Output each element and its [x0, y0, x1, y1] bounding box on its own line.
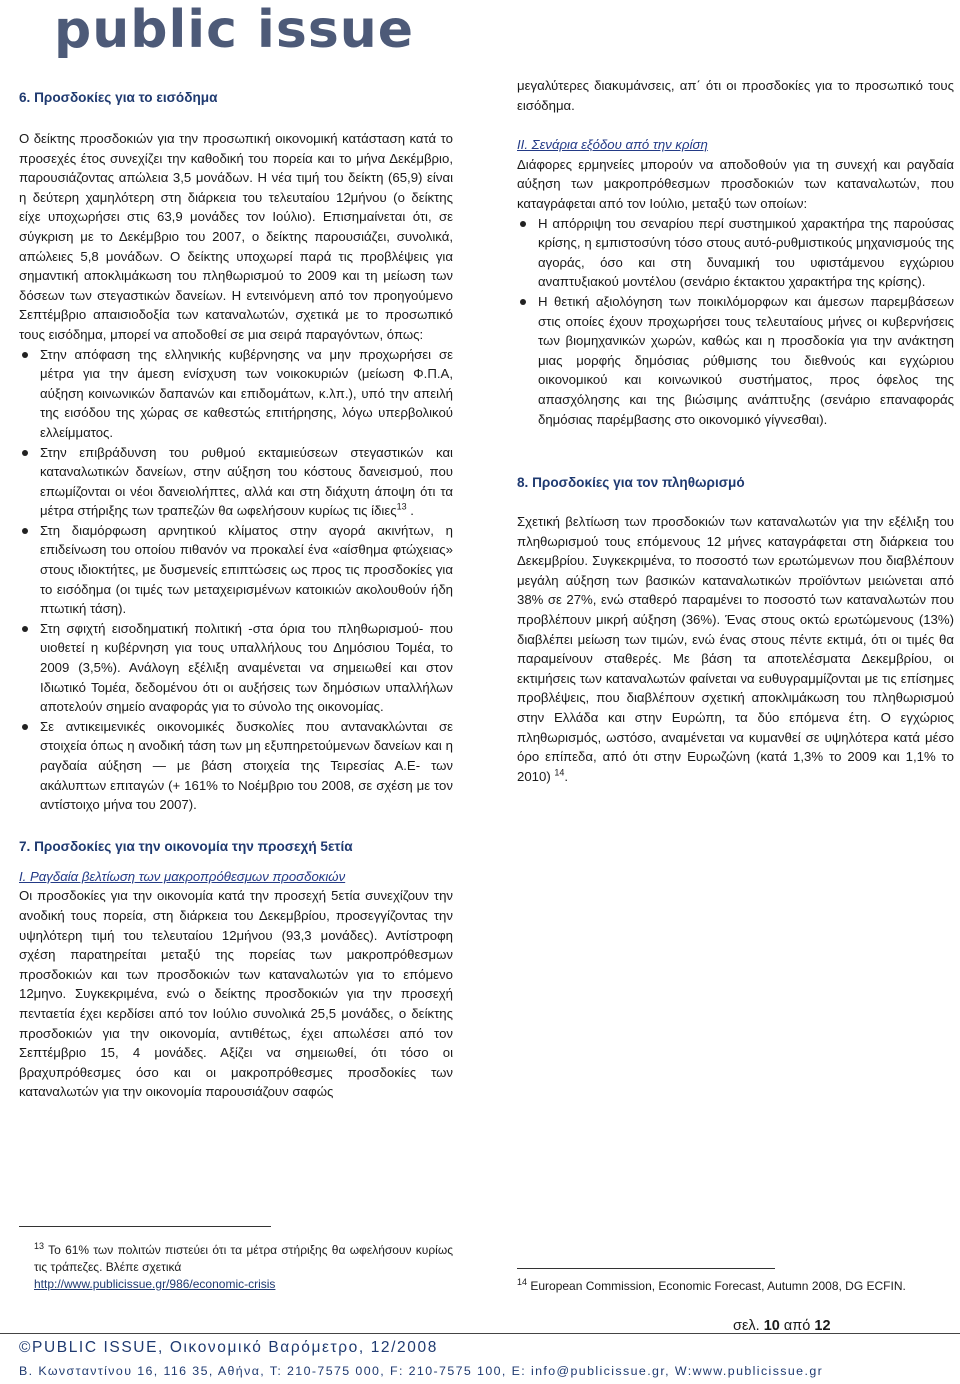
footnote-13: $^{13}$ Το 61% των πολιτών πιστεύει ότι τα μέτρα στήριξης θα ωφελήσουν κυρίως τις τράπεζες. Βλέπε σχετικά http://www.publicissue.gr/986/economic-crisis [34, 1241, 453, 1291]
logo: public issue [54, 0, 415, 60]
list-item: Στη διαμόρφωση αρνητικού κλίματος στην αγορά ακινήτων, η επιδείνωση του οποίου πιθανόν να προκαλεί ένα «αίσθημα φτώχειας» στους ιδιοκτήτες, με δυσμενείς επιπτώσεις ως προς τις προσδοκίες για το εισόδημα (οι τιμές των μεταχειρισμένων κατοικιών ακολουθούν ήδη πτωτική τάση). [19, 521, 453, 619]
footnote-14-number: 14 [517, 1277, 528, 1287]
list-item: Στη σφιχτή εισοδηματική πολιτική -στα όρια του πληθωρισμού- που υιοθετεί η κυβέρνηση για τους υπαλλήλους του Δημόσιου Τομέα, το 2009 (3,5%). Ανάλογη εξέλιξη αναμένεται να σημειωθεί και στον Ιδιωτικό Τομέα, δεδομένου ότι οι αυξήσεις των δημόσιων υπαλλήλων αποτελούν σημείο αναφοράς για το σύνολο της οικονομίας. [19, 619, 453, 717]
right-column [517, 76, 954, 786]
list-item: Η απόρριψη του σεναρίου περί συστημικού χαρακτήρα της παρούσας κρίσης, η εμπιστοσύνη τόσο στους αυτό-ρυθμιστικούς μηχανισμούς της αγοράς, όσο και στη δυναμική του υφιστάμενου εγχώριου αναπτυξιακού μοντέλου (σενάριο έκτακτου χαρακτήρα της κρίσης). [517, 214, 954, 292]
list-item: Σε αντικειμενικές οικονομικές δυσκολίες που αντανακλώνται σε στοιχεία όπως η ανοδική τάση των μη εξυπηρετούμενων δανείων και η ραγδαία αύξηση — με βάση στοιχεία της Τειρεσίας Α.Ε- των ακάλυπτων επιταγών (+ 161% το Νοέμβριο του 2008, σε σχέση με τον αντίστοιχο μήνα του 2007). [19, 717, 453, 815]
section-8-paragraph: Σχετική βελτίωση των προσδοκιών των καταναλωτών για την εξέλιξη του πληθωρισμού τους επόμενους 12 μήνες καταγράφεται στη διάρκεια του Δεκεμβρίου. Συγκεκριμένα, το ποσοστό των ερωτώμενων που διαβλέπουν μεγάλη αύξηση των βασικών καταναλωτικών προϊόντων μειώνεται από 38% σε 27%, ενώ σταθερό παραμένει το ποσοστό των καταναλωτών που προβλέπουν μικρή αύξηση (36%). Ένας στους οκτώ ερωτώμενους (13%) διαβλέπει μείωση των τιμών, ενώ ένας στους πέντε εκτιμά, ότι οι τιμές θα παραμείνουν σταθερές. Με βάση τα αποτελέσματα Δεκεμβρίου, οι εκτιμήσεις των καταναλωτών φαίνεται να ευθυγραμμίζονται με τις επίσημες προβλέψεις, που διαβλέπουν σχετική αποκλιμάκωση του πληθωρισμού στην Ελλάδα και στην Ευρώπη, τα δύο επόμενα έτη. Ο εγχώριος πληθωρισμός, ωστόσο, αναμένεται να κυμανθεί σε υψηλότερα κατά μέσο όρο επίπεδα, από ότι στην Ευρωζώνη (κατά 1,3% το 2009 και 1,1% το 2010) $^{14}$. [517, 514, 954, 784]
left-column [19, 88, 453, 1102]
section-7-bullet-list [517, 214, 954, 430]
footnote-divider-left [19, 1226, 271, 1227]
section-7-paragraph-1-continued: μεγαλύτερες διακυμάνσεις, απ΄ ότι οι προσδοκίες για το προσωπικό τους εισόδημα. [517, 78, 954, 113]
footer-divider [0, 1333, 960, 1334]
list-item: Στην απόφαση της ελληνικής κυβέρνησης να μην προχωρήσει σε μέτρα για την άμεση ενίσχυση των νοικοκυριών (μείωση Φ.Π.Α, αύξηση κοινωνικών δαπανών και επιδομάτων, κ.λπ.), υπό την απειλή της εισόδου της χώρας σε καθεστώς επιτήρησης, λόγω υπερβολικού ελλείμματος. [19, 345, 453, 443]
list-item: Στην επιβράδυνση του ρυθμού εκταμιεύσεων στεγαστικών και καταναλωτικών δανείων, στην αύξηση του κόστους δανεισμού, που επωμίζονται οι νέοι δανειολήπτες, αλλά και στη διάχυτη άποψη ότι τα μέτρα στήριξης των τραπεζών θα ωφελήσουν κυρίως τις ίδιες$^{13}$ . [19, 443, 453, 521]
section-7-subheading-1: I. Ραγδαία βελτίωση των μακροπρόθεσμων προσδοκιών [19, 868, 346, 884]
section-7-paragraph-2: Διάφορες ερμηνείες μπορούν να αποδοθούν για τη συνεχή και ραγδαία αύξηση των μακροπρόθεσμων προσδοκιών των καταναλωτών, που καταγράφεται από τον Ιούλιο, μεταξύ των οποίων: [517, 156, 954, 211]
footnote-13-number: 13 [34, 1241, 45, 1251]
section-6-paragraph: Ο δείκτης προσδοκιών για την προσωπική οικονομική κατάσταση κατά το προσεχές έτος συνεχίζει την καθοδική του πορεία και το μήνα Δεκέμβριο, παρουσιάζοντας απώλεια 3,5 μονάδων. Η νέα τιμή του δείκτη (65,9) είναι η δεύτερη χαμηλότερη στη διάρκεια του τελευταίου 12μήνου (ο δείκτης είχε υποχωρήσει στις 63,9 μονάδες τον Ιούλιο). Επισημαίνεται ότι, σε σύγκριση με το Δεκέμβριο του 2007, ο δείκτης παρουσιάζει, συνολικά, απώλειες 5,8 μονάδων. Ο δείκτης υποχωρεί παρά τις προβλέψεις για σημαντική αποκλιμάκωση του πληθωρισμού το 2009 και τη μείωση των δόσεων των στεγαστικών δανείων. Η εντεινόμενη από τον προηγούμενο Σεπτέμβριο απαισιοδοξία των καταναλωτών, σχετικά με το προσωπικό τους εισόδημα, μπορεί να αποδοθεί σε μια σειρά παραγόντων, όπως: [19, 131, 453, 342]
section-6-heading: 6. Προσδοκίες για το εισόδημα [19, 90, 218, 105]
section-7-subheading-2: II. Σενάρια εξόδου από την κρίση [517, 137, 708, 153]
footer-copyright: ©PUBLIC ISSUE, Οικονομικό Βαρόμετρο, 12/2008 [19, 1339, 438, 1356]
section-6-bullet-list [19, 345, 453, 815]
section-8-heading: 8. Προσδοκίες για τον πληθωρισμό [517, 475, 745, 491]
list-item: Η θετική αξιολόγηση των ποικιλόμορφων και άμεσων παρεμβάσεων στις οποίες έχουν προχωρήσει τους τελευταίους μήνες οι κυβερνήσεις των βιομηχανικών χωρών, καθώς και η προσδοκία για την ανάκτηση μιας μορφής δημόσιας ρύθμισης του διεθνούς και εγχώριου οικονομικού και κοινωνικού συστήματος, προς όφελος της απασχόλησης και της βιώσιμης ανάπτυξης (σενάριο επαναφοράς δημόσιας παρέμβασης στο οικονομικό γίγνεσθαι). [517, 292, 954, 429]
footnote-ref-13[interactable]: 13 [396, 501, 407, 512]
footnote-ref-14[interactable]: 14 [554, 767, 565, 778]
section-7-heading: 7. Προσδοκίες για την οικονομία την προσεχή 5ετία [19, 838, 353, 854]
footnote-divider-right [517, 1268, 775, 1269]
footnote-13-link[interactable]: http://www.publicissue.gr/986/economic-crisis [34, 1277, 276, 1291]
section-7-paragraph-1: Οι προσδοκίες για την οικονομία κατά την προσεχή 5ετία συνεχίζουν την ανοδική τους πορεία, στη διάρκεια του Δεκεμβρίου, προσεγγίζοντας την υψηλότερη τιμή του τελευταίου 12μήνου (93,3 μονάδες). Αντίστροφη σχέση παρατηρείται μεταξύ της πορείας των μακροπρόθεσμων προσδοκιών και των προσδοκιών των καταναλωτών για το επόμενο 12μηνο. Συγκεκριμένα, ενώ ο δείκτης προσδοκιών για την προσεχή πενταετία έχει κερδίσει από τον Ιούλιο συνολικά 25,5 μονάδες, ο δείκτης προσδοκιών για την οικονομία, αντιθέτως, έχει απωλέσει από τον Σεπτέμβριο 15, 4 μονάδες. Αξίζει να σημειωθεί, ότι τόσο οι βραχυπρόθεσμες όσο και οι μακροπρόθεσμες προσδοκίες των καταναλωτών για την οικονομία παρουσιάζουν σαφώς [19, 888, 453, 1100]
page-number: σελ. 10 από 12 [733, 1318, 831, 1334]
footer-contact: Β. Κωνσταντίνου 16, 116 35, Αθήνα, Τ: 210-7575 000, F: 210-7575 100, E: info@publicissue.gr, W:www.publicissue.gr [19, 1364, 824, 1378]
footnote-14: $^{14}$ European Commission, Economic Forecast, Autumn 2008, DG ECFIN. [517, 1277, 906, 1293]
